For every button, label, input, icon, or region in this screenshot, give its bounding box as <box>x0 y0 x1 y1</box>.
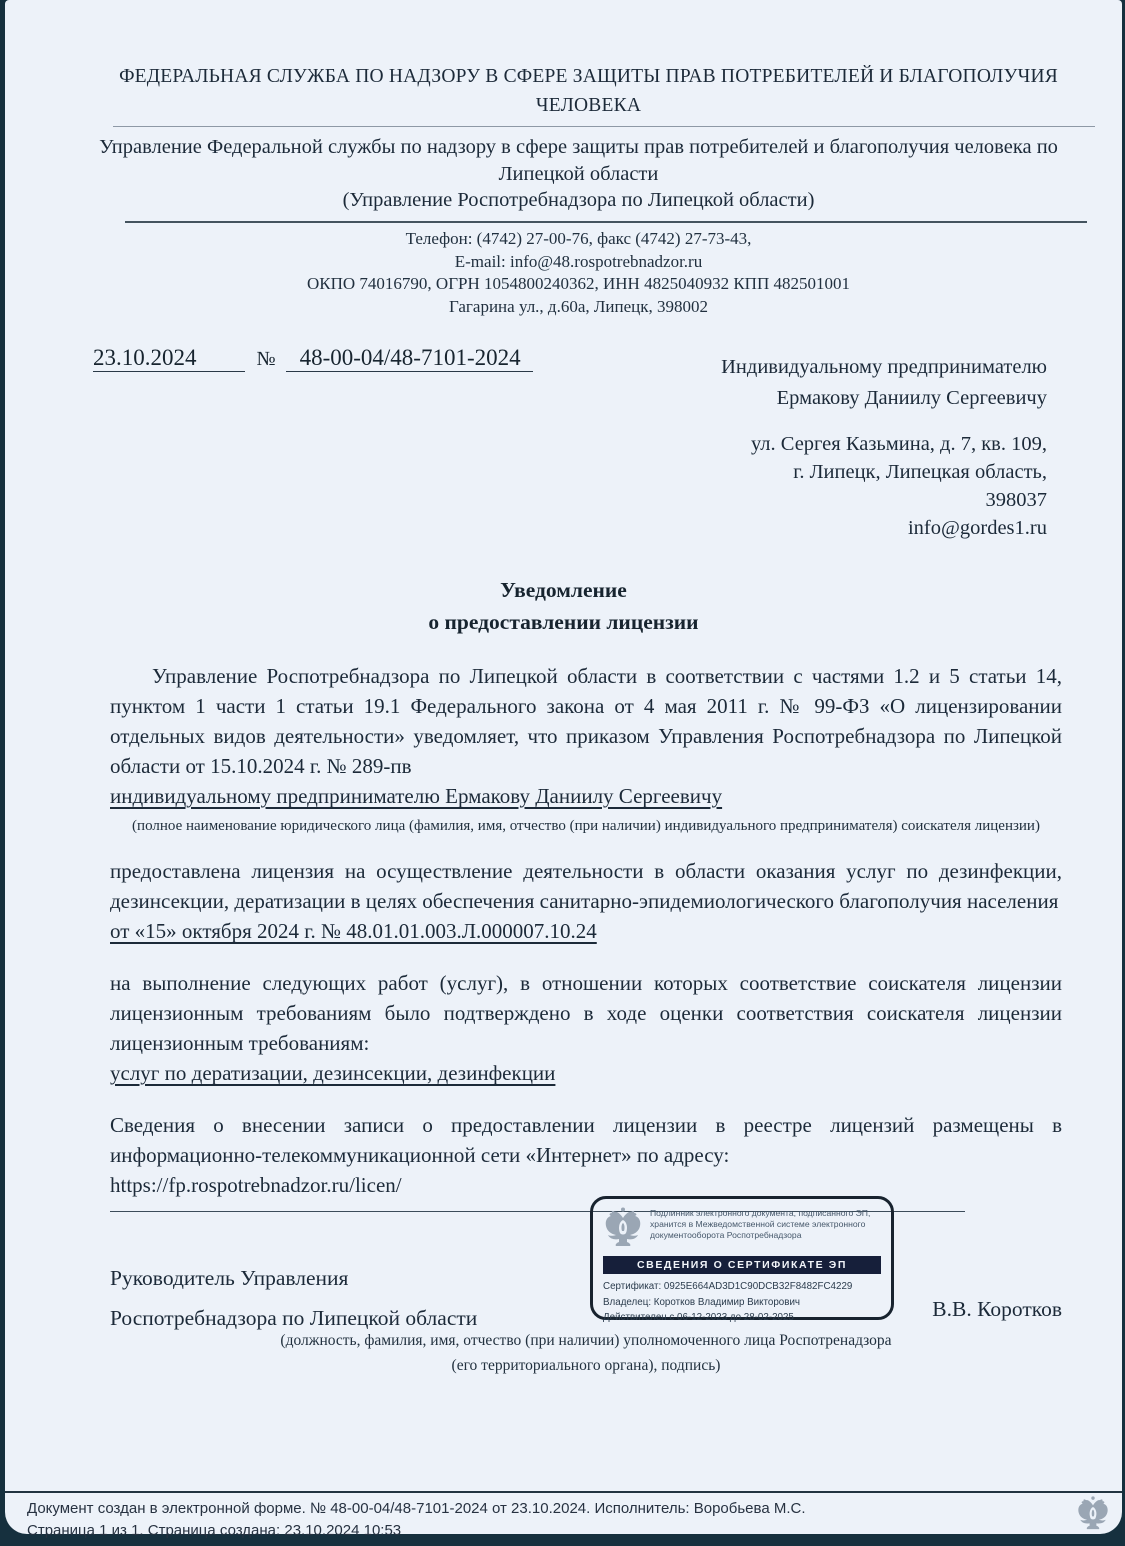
footer-info <box>27 1498 1062 1541</box>
signer-name: В.В. Коротков <box>932 1297 1062 1321</box>
document-number: 48-00-04/48-7101-2024 <box>286 345 533 372</box>
document-title-line2: о предоставлении лицензии <box>428 610 699 634</box>
contact-email: E-mail: info@48.rospotrebnadzor.ru <box>454 251 703 271</box>
header-divider-top <box>113 126 1095 127</box>
spacer <box>110 1088 1062 1110</box>
recipient-block <box>721 352 1047 414</box>
number-sign: № <box>256 348 276 370</box>
signature-note-line1: (должность, фамилия, имя, отчество (при наличии) уполномоченного лица Роспотренадзора <box>280 1332 892 1349</box>
contact-phone: Телефон: (4742) 27-00-76, факс (4742) 27-73-43, <box>405 229 752 248</box>
recipient-type: Индивидуальному предпринимателю <box>721 356 1047 378</box>
licensee-name-note: (полное наименование юридического лица (фамилия, имя, отчество (при наличии) индивидуального предпринимателя) соискателя лицензии) <box>132 818 1040 834</box>
paragraph-works: на выполнение следующих работ (услуг), в отношении которых соответствие соискателя лицензии лицензионным требованиям было подтверждено в ходе оценки соответствия соискателя лицензии лицензионным требованиям: <box>110 971 1062 1055</box>
document-page <box>5 0 1122 1539</box>
registry-url[interactable]: https://fp.rospotrebnadzor.ru/licen/ <box>110 1173 402 1197</box>
contact-codes: ОКПО 74016790, ОГРН 1054800240362, ИНН 4825040932 КПП 482501001 <box>307 274 850 293</box>
signer-position-line1: Руководитель Управления <box>110 1266 349 1290</box>
eagle-emblem-icon <box>603 1206 643 1253</box>
licensee-name-underlined: индивидуальному предпринимателю Ермакову Даниилу Сергеевичу <box>110 784 723 808</box>
contact-block <box>105 228 1052 318</box>
document-body <box>110 661 1062 1200</box>
electronic-signature-stamp <box>590 1196 894 1323</box>
signature-note <box>110 1328 1062 1378</box>
recipient-email: info@gordes1.ru <box>907 517 1047 539</box>
recipient-street: ул. Сергея Казьмина, д. 7, кв. 109, <box>750 433 1047 455</box>
recipient-postcode: 398037 <box>985 489 1047 511</box>
document-date: 23.10.2024 <box>93 345 245 372</box>
recipient-address-block <box>751 430 1047 542</box>
document-title <box>5 574 1122 638</box>
footer-page-line: Страница 1 из 1. Страница создана: 23.10.2024 10:53 <box>27 1521 402 1539</box>
services-underlined: услуг по дератизации, дезинсекции, дезинфекции <box>110 1061 556 1085</box>
org-name-header: ФЕДЕРАЛЬНАЯ СЛУЖБА ПО НАДЗОРУ В СФЕРЕ ЗАЩИТЫ ПРАВ ПОТРЕБИТЕЛЕЙ И БЛАГОПОЛУЧИЯ ЧЕЛОВЕКА <box>119 66 1058 116</box>
signature-block <box>110 1258 1062 1330</box>
stamp-validity: Действителен с 06-12-2023 до 28-02-2025 <box>603 1312 794 1323</box>
stamp-banner: СВЕДЕНИЯ О СЕРТИФИКАТЕ ЭП <box>603 1256 881 1274</box>
license-number-underlined: от «15» октября 2024 г. № 48.01.01.003.Л.000007.10.24 <box>110 919 597 943</box>
department-name: Управление Федеральной службы по надзору в сфере защиты прав потребителей и благополучия человека по Липецкой области <box>99 136 1058 185</box>
signature-note-line2: (его территориального органа), подпись) <box>451 1357 721 1374</box>
footer-divider <box>5 1491 1122 1493</box>
spacer <box>110 946 1062 968</box>
reference-row <box>93 345 533 372</box>
department-header <box>95 134 1062 214</box>
eagle-emblem-icon <box>1076 1494 1110 1532</box>
paragraph-intro: Управление Роспотребнадзора по Липецкой области в соответствии с частями 1.2 и 5 статьи 14, пунктом 1 части 1 статьи 19.1 Федерального закона от 4 мая 2011 г. № 99-ФЗ «О лицензировании отдельных видов деятельности» уведомляет, что приказом Управления Роспотребнадзора по Липецкой области от 15.10.2024 г. № 289-пв <box>110 664 1062 778</box>
stamp-certificate: Сертификат: 0925E664AD3D1C90DCB32F8482FC4229 <box>603 1281 853 1292</box>
footer-creation-line: Документ создан в электронной форме. № 48-00-04/48-7101-2024 от 23.10.2024. Исполнитель: Воробьева М.С. <box>27 1500 806 1517</box>
contact-address: Гагарина ул., д.60а, Липецк, 398002 <box>448 296 709 316</box>
stamp-header <box>603 1206 881 1253</box>
stamp-owner: Владелец: Коротков Владимир Викторович <box>603 1296 801 1308</box>
signer-position-line2: Роспотребнадзора по Липецкой области <box>110 1306 478 1330</box>
header-divider-bottom <box>125 221 1087 223</box>
stamp-header-text: Подлинник электронного документа, подписанного ЭП, хранится в Межведомственной системе электронного документооборота Роспотребнадзора <box>650 1208 871 1240</box>
recipient-name: Ермакову Даниилу Сергеевичу <box>776 387 1047 409</box>
document-title-line1: Уведомление <box>500 578 627 602</box>
department-short-name: (Управление Роспотребнадзора по Липецкой области) <box>342 189 815 211</box>
paragraph-license-granted: предоставлена лицензия на осуществление деятельности в области оказания услуг по дезинфекции, дезинсекции, дератизации в целях обеспечения санитарно-эпидемиологического благополучия населения <box>110 859 1062 913</box>
recipient-city: г. Липецк, Липецкая область, <box>793 461 1047 483</box>
paragraph-registry-info: Сведения о внесении записи о предоставлении лицензии в реестре лицензий размещены в информационно-телекоммуникационной сети «Интернет» по адресу: <box>110 1113 1062 1167</box>
